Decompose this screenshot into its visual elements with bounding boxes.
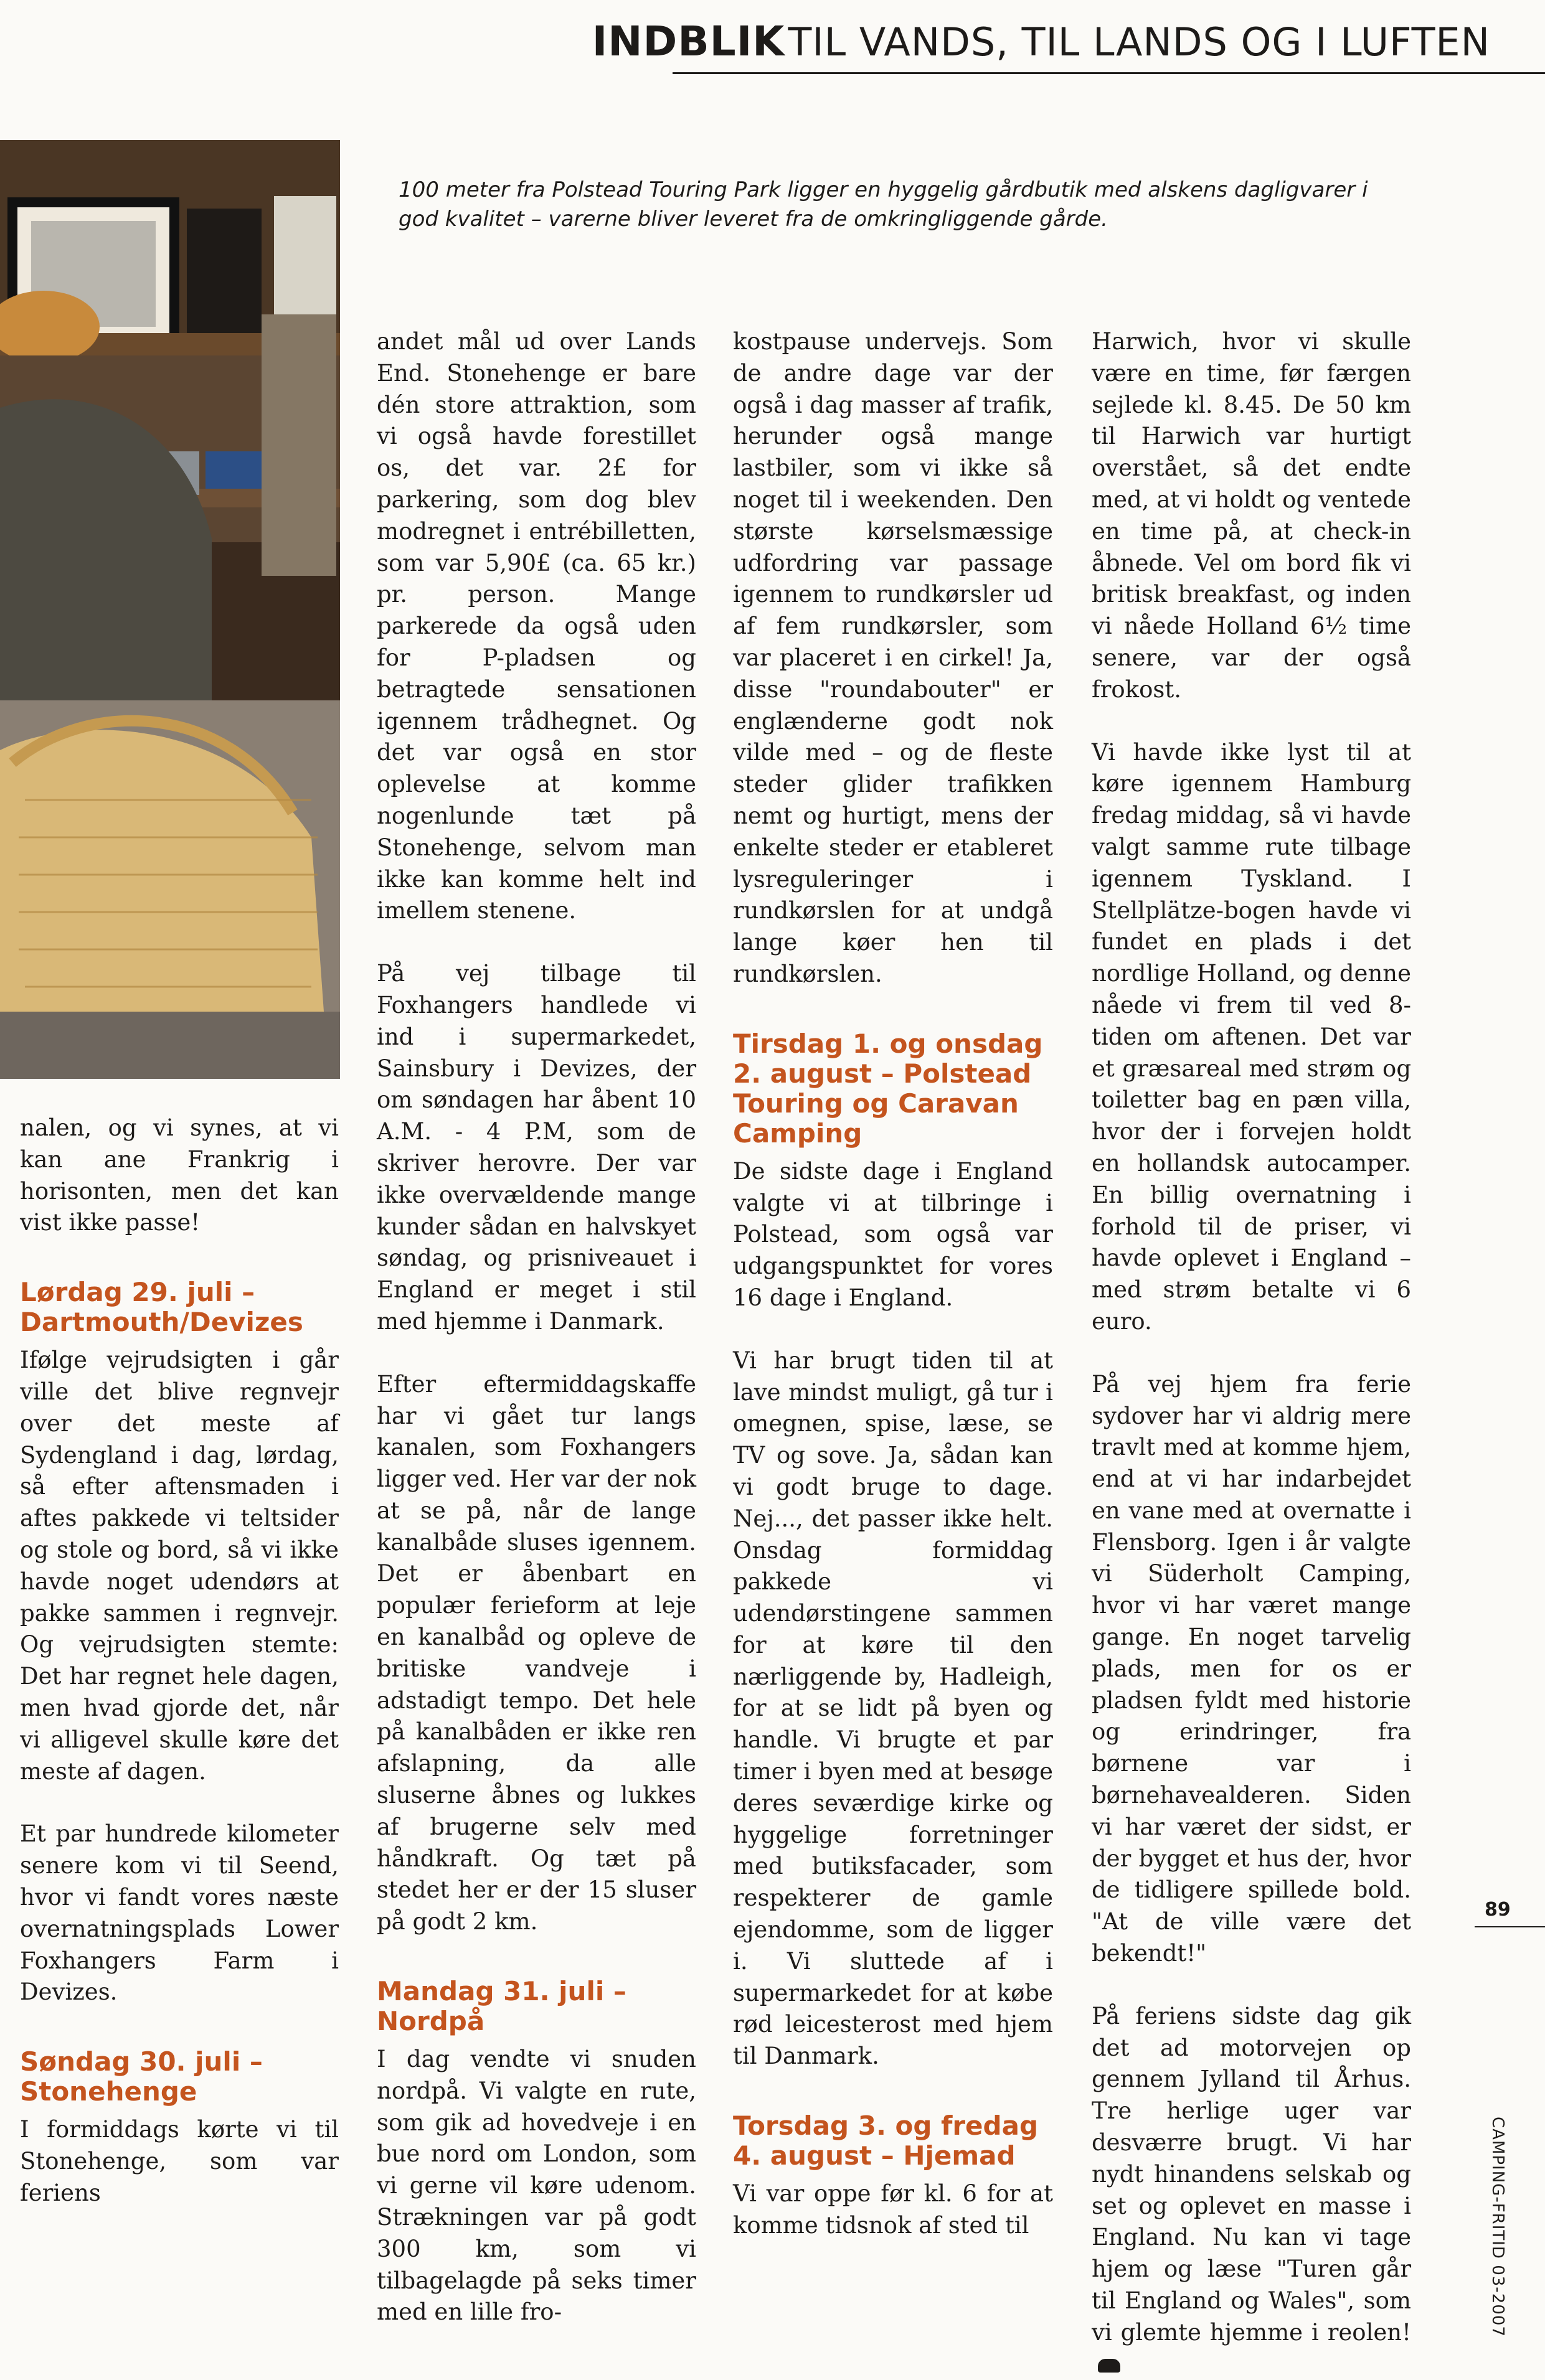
photo-caption: 100 meter fra Polstead Touring Park ligger en hyggelig gårdbutik med alskens dagligvarer i god kvalitet – varerne bliver leveret fra de omkringliggende gårde. <box>399 177 1368 232</box>
article-column-4 <box>1092 326 1411 2380</box>
paragraph: kostpause undervejs. Som de andre dage var der også i dag masser af trafik, herunder også mange lastbiler, som vi ikke så noget til i weekenden. Den største kørselsmæssige udfordring var passage igennem to rundkørsler ud af fem rundkørsler, som var placeret i en cirkel! Ja, disse "roundabouter" er englænderne godt nok vilde med – og de fleste steder glider trafikken nemt og hurtigt, mens der enkelte steder er etableret lysreguleringer i rundkørslen for at undgå lange køer hen til rundkørslen. <box>733 328 1053 987</box>
folio-rule <box>1475 1926 1545 1927</box>
paragraph: Efter eftermiddagskaffe har vi gået tur langs kanalen, som Foxhangers ligger ved. Her var der nok at se på, når de lange kanalbåde sluses igennem. Det er åbenbart en populær ferieform at leje en kanalbåd og opleve de britiske vandveje i adstadigt tempo. Det hele på kanalbåden er ikke ren afslapning, da alle sluserne åbnes og lukkes af brugerne selv med håndkraft. Og tæt på stedet her er der 15 sluser på godt 2 km. <box>377 1370 696 1936</box>
section-brand: INDBLIK <box>592 17 785 65</box>
page-number: 89 <box>1485 1899 1511 1921</box>
paragraph: Vi havde ikke lyst til at køre igennem Hamburg fredag middag, så vi havde valgt samme rute tilbage igennem Tyskland. I Stellplätze-bogen havde vi fundet en plads i det nordlige Holland, og denne nåede vi frem til ved 8-tiden om aftenen. Det var et græsareal med strøm og toiletter bag en pæn villa, hvor der i forvejen holdt en hollandsk autocamper. En billig overnatning i forhold til de priser, vi havde oplevet i England – med strøm betalte vi 6 euro. <box>1092 738 1411 1335</box>
paragraph: Vi var oppe før kl. 6 for at komme tidsnok af sted til <box>733 2180 1053 2239</box>
section-subtitle: TIL VANDS, TIL LANDS OG I LUFTEN <box>788 19 1490 65</box>
caravan-end-icon <box>1098 2359 1120 2373</box>
paragraph-text: På feriens sidste dag gik det ad motorvejen op gennem Jylland til Århus. Tre herlige uger var desværre brugt. Vi har nydt hinandens selskab og set og oplevet en masse i England. Nu kan vi tage hjem og læse "Turen går til England og Wales", som vi glemte hjemme i reolen! <box>1092 2002 1411 2346</box>
paragraph: Harwich, hvor vi skulle være en time, før færgen sejlede kl. 8.45. De 50 km til Harwich var hurtigt overstået, så det endte med, at vi holdt og ventede en time på, at check-in åbnede. Vel om bord fik vi britisk breakfast, og inden vi nåede Holland 6½ time senere, var der også frokost. <box>1092 328 1411 703</box>
paragraph: I formiddags kørte vi til Stonehenge, som var feriens <box>20 2116 339 2206</box>
paragraph: Ifølge vejrudsigten i går ville det blive regnvejr over det meste af Sydengland i dag, lørdag, så efter aftensmaden i aftes pakkede vi teltsider og stole og bord, så vi ikke havde noget udendørs at pakke sammen i regnvejr. Og vejrudsigten stemte: Det har regnet hele dagen, men hvad gjorde det, når vi alligevel skulle køre det meste af dagen. <box>20 1347 339 1785</box>
paragraph: nalen, og vi synes, at vi kan ane Frankrig i horisonten, men det kan vist ikke passe! <box>20 1114 339 1236</box>
paragraph: På vej tilbage til Foxhangers handlede vi ind i supermarkedet, Sainsbury i Devizes, der om søndagen har åbent 10 A.M. - 4 P.M, som de skriver herovre. Der var ikke overvældende mange kunder sådan en halvskyet søndag, og prisniveauet i England er meget i stil med hjemme i Danmark. <box>377 960 696 1335</box>
paragraph: Et par hundrede kilometer senere kom vi til Seend, hvor vi fandt vores næste overnatningsplads Lower Foxhangers Farm i Devizes. <box>20 1820 339 2006</box>
section-heading: Mandag 31. juli – Nordpå <box>377 1976 626 2037</box>
article-column-1 <box>20 1112 339 2209</box>
section-heading: Lørdag 29. juli – Dartmouth/Devizes <box>20 1277 303 1338</box>
publication-name: CAMPING-FRITID 03-2007 <box>1488 2117 1507 2337</box>
article-column-3 <box>733 326 1053 2242</box>
paragraph: På vej hjem fra ferie sydover har vi aldrig mere travlt med at komme hjem, end at vi har indarbejdet en vane med at overnatte i Flensborg. Igen i år valgte vi Süderholt Camping, hvor vi har været mange gange. En noget tarvelig plads, men for os er pladsen fyldt med historie og erindringer, fra børnene var i børnehavealderen. Siden vi har været der sidst, er der bygget et hus der, hvor de tidligere spillede bold. "At de ville være det bekendt!" <box>1092 1370 1411 1967</box>
section-heading: Tirsdag 1. og onsdag 2. august – Polstead Touring og Caravan Camping <box>733 1028 1043 1149</box>
paragraph-final <box>1092 2001 1411 2380</box>
paragraph: De sidste dage i England valgte vi at tilbringe i Polstead, som også var udgangspunktet for vores 16 dage i England. <box>733 1157 1053 1311</box>
section-heading: Torsdag 3. og fredag 4. august – Hjemad <box>733 2110 1039 2171</box>
section-heading: Søndag 30. juli – Stonehenge <box>20 2046 263 2107</box>
article-column-2 <box>377 326 696 2328</box>
paragraph: andet mål ud over Lands End. Stonehenge er bare dén store attraktion, som vi også havde forestillet os, det var. 2£ for parkering, som dog blev modregnet i entrébilletten, som var 5,90£ (ca. 65 kr.) pr. person. Mange parkerede da også uden for P-pladsen og betragtede sensationen igennem trådhegnet. Og det var også en stor oplevelse at komme nogenlunde tæt på Stonehenge, selvom man ikke kan komme helt ind imellem stenene. <box>377 328 696 924</box>
section-header <box>592 17 1490 65</box>
farm-shop-photo <box>0 140 340 1079</box>
paragraph: Vi har brugt tiden til at lave mindst muligt, gå tur i omegnen, spise, læse, se TV og sove. Ja, sådan kan vi godt bruge to dage. Nej..., det passer ikke helt. Onsdag formiddag pakkede vi udendørstingene sammen for at køre til den nærliggende by, Hadleigh, for at se lidt på byen og handle. Vi brugte et par timer i byen med at besøge deres seværdige kirke og hyggelige forretninger med butiksfacader, som respekterer de gamle ejendomme, som de ligger i. Vi sluttede af i supermarkedet for at købe rød leicesterost med hjem til Danmark. <box>733 1347 1053 2070</box>
paragraph: I dag vendte vi snuden nordpå. Vi valgte en rute, som gik ad hovedveje i en bue nord om London, som vi gerne vil køre udenom. Strækningen var på godt 300 km, som vi tilbagelagde på seks timer med en lille fro- <box>377 2046 696 2326</box>
header-rule <box>673 72 1545 74</box>
